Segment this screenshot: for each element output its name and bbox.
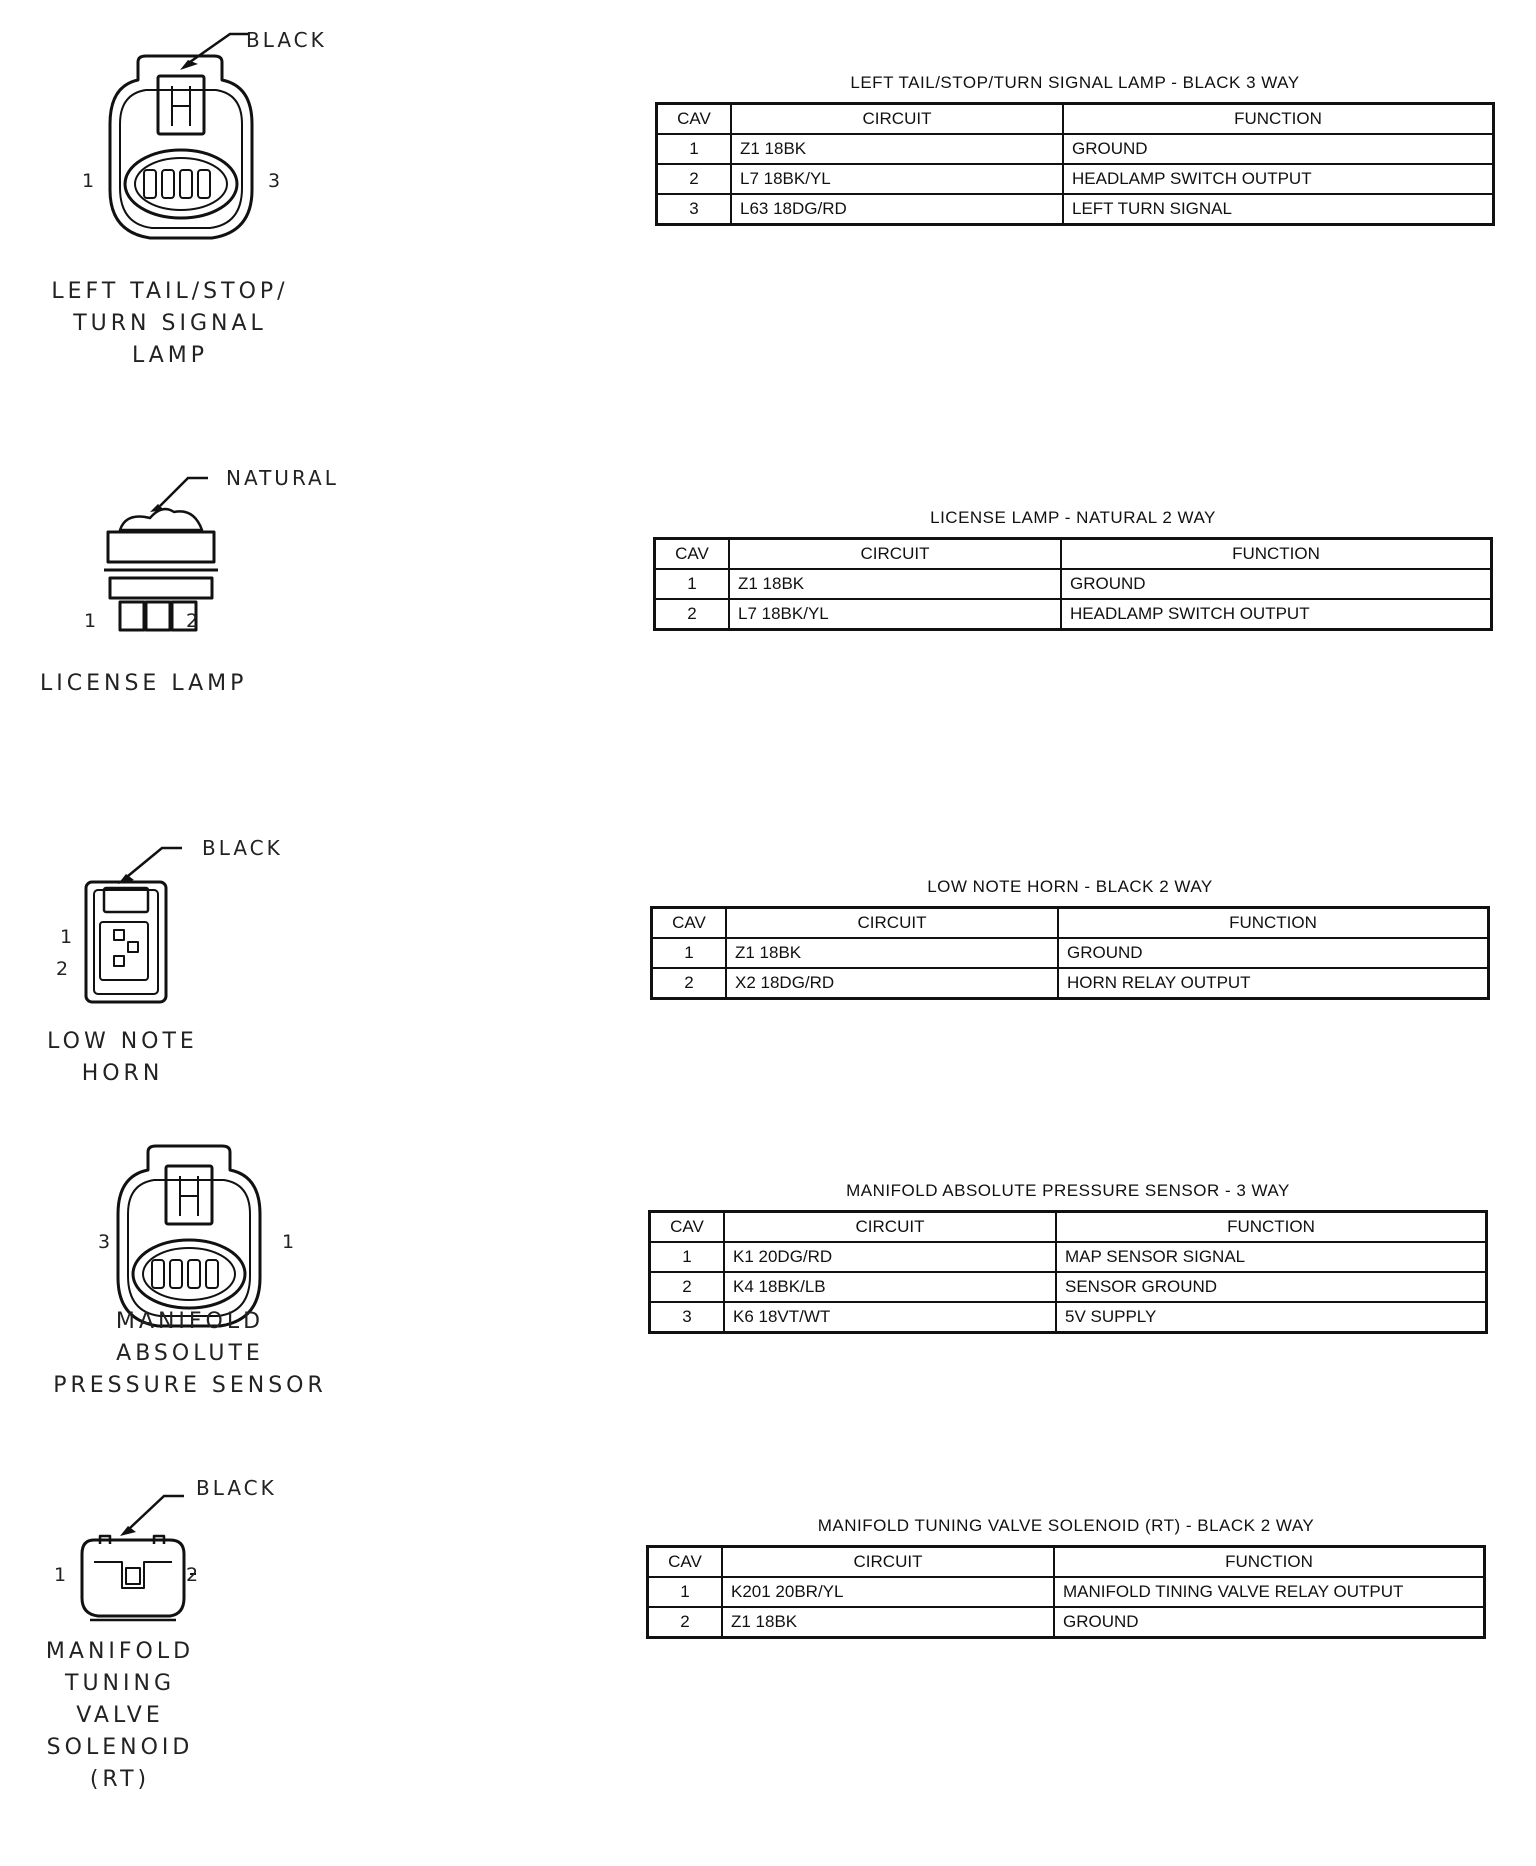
cav-cell: 2 [650, 1272, 725, 1302]
table-header-row [652, 908, 1489, 939]
tuning-valve-label-line-5: (RT) [89, 1767, 151, 1792]
cav-cell: 1 [657, 134, 732, 164]
table-row [652, 968, 1489, 999]
left-tail-lamp-pin-1-label: 1 [82, 170, 95, 192]
table-header-row [657, 104, 1494, 135]
cav-cell: 3 [657, 194, 732, 225]
circuit-cell: K6 18VT/WT [724, 1302, 1056, 1333]
tuning-valve-component-label [30, 1636, 210, 1796]
license-lamp-pin-table [653, 537, 1493, 631]
function-cell: SENSOR GROUND [1056, 1272, 1487, 1302]
circuit-cell: K1 20DG/RD [724, 1242, 1056, 1272]
license-lamp-pin-2-label: 2 [186, 610, 199, 632]
cav-cell: 3 [650, 1302, 725, 1333]
left-tail-lamp-table-title: LEFT TAIL/STOP/TURN SIGNAL LAMP - BLACK 3 WAY [850, 73, 1300, 92]
cav-cell: 1 [655, 569, 730, 599]
left-tail-lamp-color-callout: BLACK [246, 28, 327, 52]
low-note-horn-component-label [30, 1026, 215, 1090]
function-cell: MANIFOLD TINING VALVE RELAY OUTPUT [1054, 1577, 1485, 1607]
left-tail-lamp-component-label [40, 276, 300, 372]
function-header: FUNCTION [1058, 908, 1489, 939]
tuning-valve-label-line-4: SOLENOID [46, 1735, 194, 1760]
tuning-valve-color-callout: BLACK [196, 1476, 277, 1500]
map-sensor-label-line-2: PRESSURE SENSOR [53, 1373, 327, 1398]
function-cell: HEADLAMP SWITCH OUTPUT [1061, 599, 1492, 630]
table-row [657, 194, 1494, 225]
table-row [655, 569, 1492, 599]
low-note-horn-pin-1-label: 1 [60, 926, 73, 948]
table-row [650, 1242, 1487, 1272]
circuit-header: CIRCUIT [724, 1212, 1056, 1243]
tuning-valve-connector-drawing [60, 1480, 280, 1630]
circuit-header: CIRCUIT [726, 908, 1058, 939]
left-tail-lamp-pin-table [655, 102, 1495, 226]
license-lamp-label-line-1: LICENSE LAMP [40, 671, 248, 696]
circuit-cell: X2 18DG/RD [726, 968, 1058, 999]
license-lamp-component-label [40, 668, 260, 700]
cav-header: CAV [652, 908, 727, 939]
table-row [657, 134, 1494, 164]
table-row [655, 599, 1492, 630]
license-lamp-color-callout: NATURAL [226, 466, 339, 490]
tuning-valve-label-line-1: MANIFOLD [45, 1639, 195, 1664]
function-header: FUNCTION [1054, 1547, 1485, 1578]
tuning-valve-table-title: MANIFOLD TUNING VALVE SOLENOID (RT) - BLACK 2 WAY [817, 1516, 1315, 1535]
map-sensor-component-label [40, 1306, 340, 1402]
function-cell: GROUND [1063, 134, 1494, 164]
table-row [650, 1302, 1487, 1333]
left-tail-lamp-label-line-1: LEFT TAIL/STOP/ [51, 279, 289, 304]
cav-header: CAV [650, 1212, 725, 1243]
function-cell: GROUND [1058, 938, 1489, 968]
table-row [657, 164, 1494, 194]
map-sensor-pin-1-label: 1 [282, 1231, 295, 1253]
circuit-cell: K4 18BK/LB [724, 1272, 1056, 1302]
low-note-horn-pin-table [650, 906, 1490, 1000]
table-header-row [648, 1547, 1485, 1578]
function-cell: 5V SUPPLY [1056, 1302, 1487, 1333]
circuit-header: CIRCUIT [731, 104, 1063, 135]
left-tail-lamp-label-line-2: TURN SIGNAL LAMP [73, 311, 267, 368]
map-sensor-pin-3-label: 3 [98, 1231, 111, 1253]
cav-cell: 2 [648, 1607, 723, 1638]
function-cell: HORN RELAY OUTPUT [1058, 968, 1489, 999]
tuning-valve-pin-2-label: 2 [186, 1564, 199, 1586]
cav-cell: 2 [657, 164, 732, 194]
map-sensor-label-line-1: MANIFOLD ABSOLUTE [115, 1309, 265, 1366]
circuit-cell: L63 18DG/RD [731, 194, 1063, 225]
low-note-horn-color-callout: BLACK [202, 836, 283, 860]
map-sensor-table-title: MANIFOLD ABSOLUTE PRESSURE SENSOR - 3 WAY [846, 1181, 1290, 1200]
circuit-header: CIRCUIT [729, 539, 1061, 570]
function-cell: GROUND [1054, 1607, 1485, 1638]
map-sensor-pin-table [648, 1210, 1488, 1334]
low-note-horn-pin-2-label: 2 [56, 958, 69, 980]
cav-header: CAV [648, 1547, 723, 1578]
left-tail-lamp-pin-3-label: 3 [268, 170, 281, 192]
low-note-horn-label-line-1: LOW NOTE [47, 1029, 198, 1054]
low-note-horn-label-line-2: HORN [81, 1061, 164, 1086]
table-row [648, 1607, 1485, 1638]
cav-header: CAV [655, 539, 730, 570]
function-header: FUNCTION [1061, 539, 1492, 570]
cav-cell: 1 [650, 1242, 725, 1272]
circuit-cell: Z1 18BK [722, 1607, 1054, 1638]
table-row [652, 938, 1489, 968]
tuning-valve-label-line-3: VALVE [76, 1703, 164, 1728]
function-cell: MAP SENSOR SIGNAL [1056, 1242, 1487, 1272]
function-header: FUNCTION [1056, 1212, 1487, 1243]
tuning-valve-pin-1-label: 1 [54, 1564, 67, 1586]
left-tail-lamp-connector-drawing [80, 20, 320, 250]
cav-cell: 1 [652, 938, 727, 968]
circuit-cell: L7 18BK/YL [731, 164, 1063, 194]
circuit-header: CIRCUIT [722, 1547, 1054, 1578]
table-header-row [655, 539, 1492, 570]
circuit-cell: Z1 18BK [731, 134, 1063, 164]
cav-cell: 1 [648, 1577, 723, 1607]
function-cell: LEFT TURN SIGNAL [1063, 194, 1494, 225]
circuit-cell: Z1 18BK [726, 938, 1058, 968]
license-lamp-table-title: LICENSE LAMP - NATURAL 2 WAY [930, 508, 1216, 527]
circuit-cell: K201 20BR/YL [722, 1577, 1054, 1607]
tuning-valve-pin-table [646, 1545, 1486, 1639]
table-header-row [650, 1212, 1487, 1243]
circuit-cell: Z1 18BK [729, 569, 1061, 599]
cav-header: CAV [657, 104, 732, 135]
table-row [650, 1272, 1487, 1302]
tuning-valve-label-line-2: TUNING [65, 1671, 175, 1696]
function-header: FUNCTION [1063, 104, 1494, 135]
license-lamp-pin-1-label: 1 [84, 610, 97, 632]
function-cell: HEADLAMP SWITCH OUTPUT [1063, 164, 1494, 194]
circuit-cell: L7 18BK/YL [729, 599, 1061, 630]
cav-cell: 2 [652, 968, 727, 999]
low-note-horn-table-title: LOW NOTE HORN - BLACK 2 WAY [927, 877, 1213, 896]
table-row [648, 1577, 1485, 1607]
cav-cell: 2 [655, 599, 730, 630]
function-cell: GROUND [1061, 569, 1492, 599]
